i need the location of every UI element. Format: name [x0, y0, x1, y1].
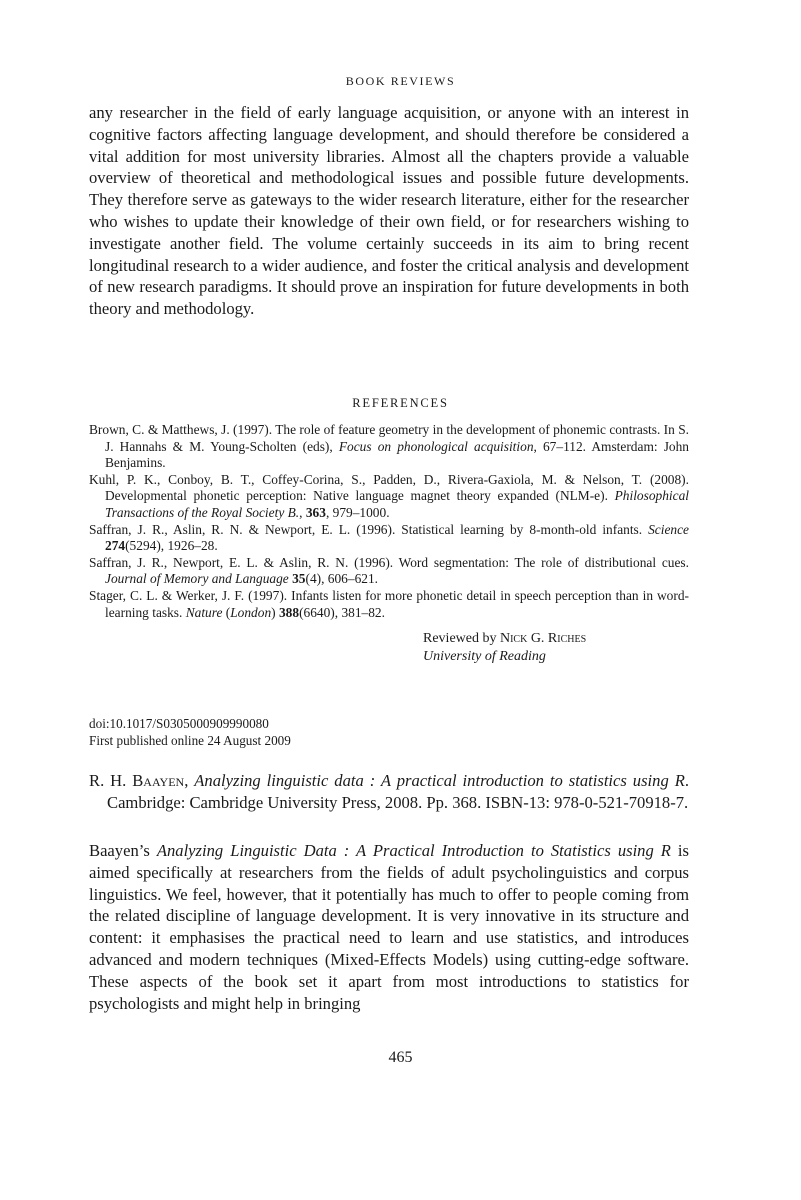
book-author: Baayen: [132, 771, 185, 790]
reference-item: Brown, C. & Matthews, J. (1997). The role of feature geometry in the development of phonemic contrasts. In S. J. Hannahs & M. Young-Scholten (eds), Focus on phonological acquisition, 67–112. Amsterdam: John Benjamins.: [89, 422, 689, 471]
page-number: 465: [388, 1049, 413, 1066]
reference-item: Saffran, J. R., Aslin, R. N. & Newport, E. L. (1996). Statistical learning by 8-month-old infants. Science 274(5294), 1926–28.: [89, 521, 689, 554]
review-paragraph-text: Baayen’s Analyzing Linguistic Data : A Practical Introduction to Statistics using R is aimed specifically at researchers from the fields of adult psycholinguistics and corpus linguistics. We feel, however, that it potentially has much to offer to people coming from the related discipline of language development. It is very innovative in its structure and content: it emphasises the practical need to learn and use statistics, and introduces advanced and modern techniques (Mixed-Effects Models) using cutting-edge software. These aspects of the book set it apart from most introductions to statistics for psychologists and might help in bringing: [89, 841, 689, 1013]
book-citation-text: R. H. Baayen, Analyzing linguistic data : A practical introduction to statistics using R. Cambridge: Cambridge University Press, 2008. Pp. 368. ISBN-13: 978-0-521-70918-7.: [89, 771, 689, 812]
book-citation: [89, 770, 689, 814]
reviewer-name: Nick G. Riches: [499, 631, 587, 646]
publication-date: First published online 24 August 2009: [89, 732, 291, 748]
article-meta: [89, 716, 689, 749]
intro-paragraph: [89, 102, 689, 320]
reviewer-affiliation: University of Reading: [423, 648, 546, 664]
doi: doi:10.1017/S0305000909990080: [89, 716, 269, 731]
book-title: Analyzing linguistic data : A practical introduction to statistics using R: [194, 771, 685, 790]
reviewer-line: Reviewed by Nick G. Riches: [423, 631, 587, 646]
reviewer-signature: [423, 630, 586, 665]
reference-item: Kuhl, P. K., Conboy, B. T., Coffey-Corina, S., Padden, D., Rivera-Gaxiola, M. & Nelson, T. (2008). Developmental phonetic perception: Native language magnet theory expanded (NLM-e). Philosophical Transactions of the Royal Society B., 363, 979–1000.: [89, 471, 689, 520]
reference-item: Stager, C. L. & Werker, J. F. (1997). Infants listen for more phonetic detail in speech perception than in word-learning tasks. Nature (London) 388(6640), 381–82.: [89, 587, 689, 620]
running-head: BOOK REVIEWS: [345, 74, 456, 88]
references-list: [89, 422, 689, 621]
intro-paragraph-text: any researcher in the field of early language acquisition, or anyone with an interest in cognitive factors affecting language development, and should therefore be considered a vital addition for most university libraries. Almost all the chapters provide a valuable overview of theoretical and methodological issues and possible future developments. They therefore serve as gateways to the wider research literature, either for the researcher who wishes to update their knowledge of their own field, or for researchers wishing to investigate another field. The volume certainly succeeds in its aim to bring recent longitudinal research to a wider audience, and foster the critical analysis and development of new research paradigms. It should prove an inspiration for future developments in both theory and methodology.: [89, 103, 689, 319]
reference-item: Saffran, J. R., Newport, E. L. & Aslin, R. N. (1996). Word segmentation: The role of distributional cues. Journal of Memory and Language 35(4), 606–621.: [89, 554, 689, 587]
review-paragraph: [89, 840, 689, 1014]
references-heading: REFERENCES: [352, 396, 449, 410]
